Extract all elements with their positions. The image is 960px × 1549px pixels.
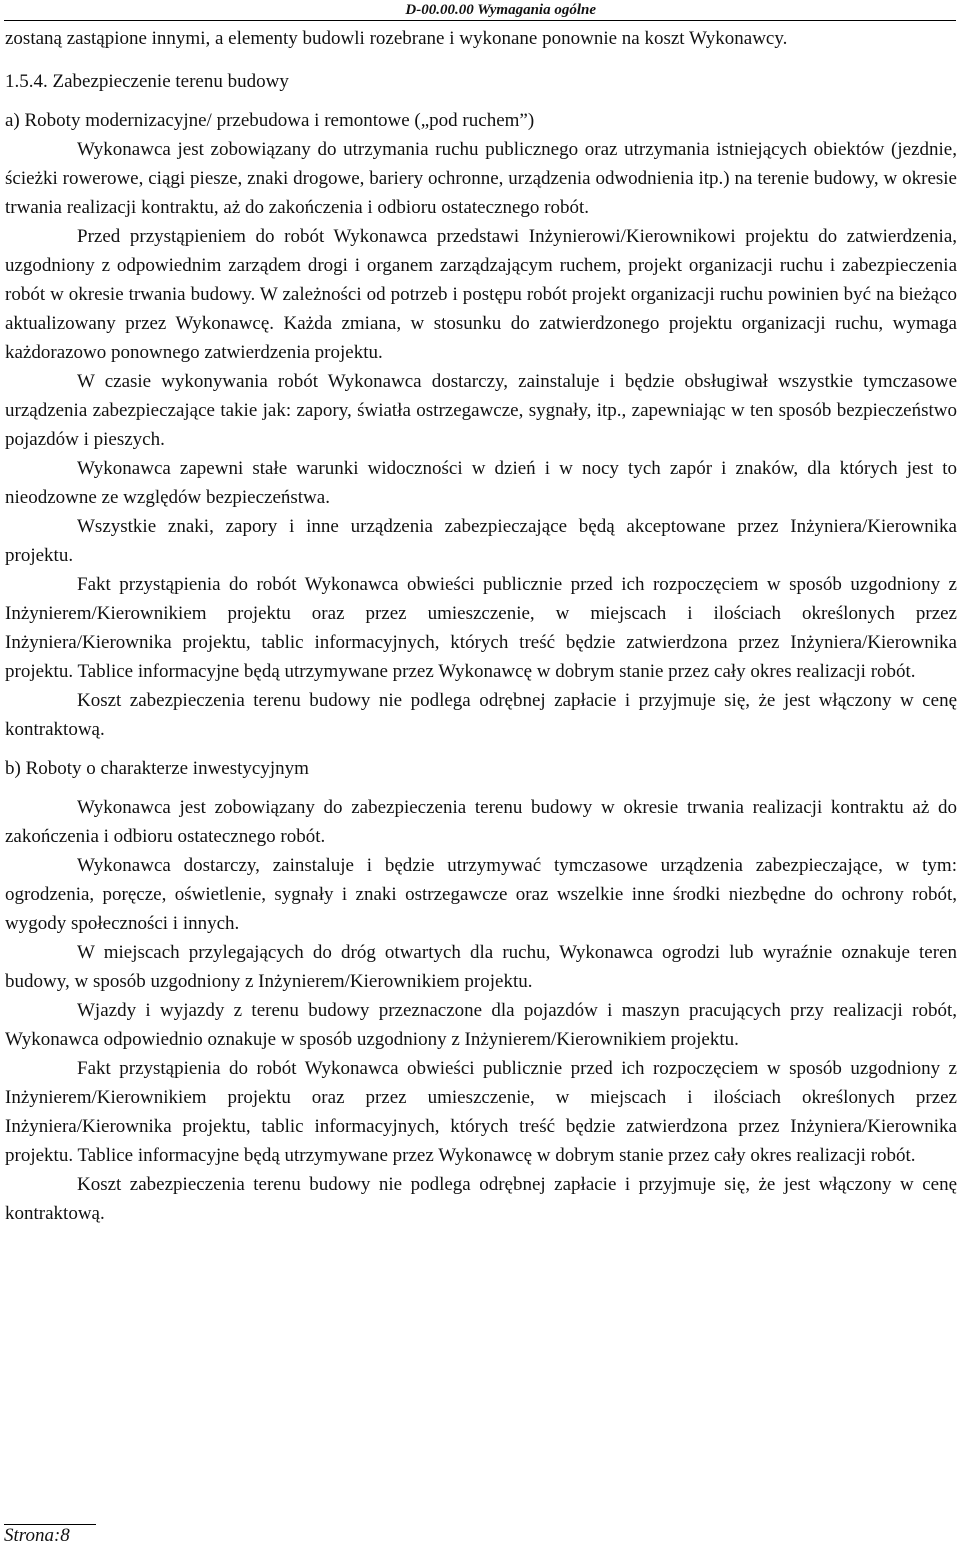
paragraph: Wszystkie znaki, zapory i inne urządzenia zabezpieczające będą akceptowane przez Inżyniera/Kierownika projektu. — [5, 516, 957, 566]
page-number: Strona:8 — [4, 1525, 70, 1546]
paragraph: Wykonawca jest zobowiązany do zabezpieczenia terenu budowy w okresie trwania realizacji kontraktu aż do zakończenia i odbioru ostatecznego robót. — [5, 797, 957, 847]
paragraph: Koszt zabezpieczenia terenu budowy nie podlega odrębnej zapłacie i przyjmuje się, że jest włączony w cenę kontraktową. — [5, 1174, 957, 1224]
paragraph: Koszt zabezpieczenia terenu budowy nie podlega odrębnej zapłacie i przyjmuje się, że jest włączony w cenę kontraktową. — [5, 690, 957, 740]
paragraph: W czasie wykonywania robót Wykonawca dostarczy, zainstaluje i będzie obsługiwał wszystkie tymczasowe urządzenia zabezpieczające takie jak: zapory, światła ostrzegawcze, sygnały, itp., zapewniając w ten sposób bezpieczeństwo pojazdów i pieszych. — [5, 371, 957, 450]
page-header — [0, 0, 960, 20]
continued-paragraph: zostaną zastąpione innymi, a elementy budowli rozebrane i wykonane ponownie na koszt Wykonawcy. — [5, 28, 788, 49]
paragraph: W miejscach przylegających do dróg otwartych dla ruchu, Wykonawca ogrodzi lub wyraźnie oznakuje teren budowy, w sposób uzgodniony z Inżynierem/Kierownikiem projektu. — [5, 942, 957, 992]
paragraph: Wykonawca dostarczy, zainstaluje i będzie utrzymywać tymczasowe urządzenia zabezpieczające, w tym: ogrodzenia, poręcze, oświetlenie, sygnały i znaki ostrzegawcze oraz wszelkie inne środki niezbędne do ochrony robót, wygody społeczności i innych. — [5, 855, 957, 934]
paragraph: Wykonawca zapewni stałe warunki widoczności w dzień i w nocy tych zapór i znaków, dla których jest to nieodzowne ze względów bezpieczeństwa. — [5, 458, 957, 508]
paragraph: Wjazdy i wyjazdy z terenu budowy przeznaczone dla pojazdów i maszyn pracujących przy realizacji robót, Wykonawca odpowiednio oznakuje w sposób uzgodniony z Inżynierem/Kierownikiem projektu. — [5, 1000, 957, 1050]
paragraph: Wykonawca jest zobowiązany do utrzymania ruchu publicznego oraz utrzymania istniejących obiektów (jezdnie, ścieżki rowerowe, ciągi piesze, znaki drogowe, bariery ochronne, urządzenia odwodnienia itp.) na terenie budowy, w okresie trwania realizacji kontraktu, aż do zakończenia i odbioru ostatecznego robót. — [5, 139, 957, 218]
paragraph: Przed przystąpieniem do robót Wykonawca przedstawi Inżynierowi/Kierownikowi projektu do zatwierdzenia, uzgodniony z odpowiednim zarządem drogi i organem zarządzającym ruchem, projekt organizacji ruchu i zabezpieczenia robót w okresie trwania budowy. W zależności od potrzeb i postępu robót projekt organizacji ruchu powinien być na bieżąco aktualizowany przez Wykonawcę. Każda zmiana, w stosunku do zatwierdzonego projektu organizacji ruchu, wymaga każdorazowo ponownego zatwierdzenia projektu. — [5, 226, 957, 363]
subsection-heading-b: b) Roboty o charakterze inwestycyjnym — [5, 758, 309, 779]
header-rule — [4, 20, 956, 21]
document-code: D-00.00.00 Wymagania ogólne — [405, 2, 596, 18]
document-body — [5, 24, 957, 1228]
paragraph: Fakt przystąpienia do robót Wykonawca obwieści publicznie przed ich rozpoczęciem w sposób uzgodniony z Inżynierem/Kierownikiem projektu oraz przez umieszczenie, w miejscach i ilościach określonych przez Inżyniera/Kierownika projektu, tablic informacyjnych, których treść będzie zatwierdzona przez Inżyniera/Kierownika projektu. Tablice informacyjne będą utrzymywane przez Wykonawcę w dobrym stanie przez cały okres realizacji robót. — [5, 1058, 957, 1166]
section-heading: 1.5.4. Zabezpieczenie terenu budowy — [5, 71, 289, 92]
page-footer — [4, 1524, 96, 1547]
subsection-heading-a: a) Roboty modernizacyjne/ przebudowa i remontowe („pod ruchem”) — [5, 110, 535, 131]
paragraph: Fakt przystąpienia do robót Wykonawca obwieści publicznie przed ich rozpoczęciem w sposób uzgodniony z Inżynierem/Kierownikiem projektu oraz przez umieszczenie, w miejscach i ilościach określonych przez Inżyniera/Kierownika projektu, tablic informacyjnych, których treść będzie zatwierdzona przez Inżyniera/Kierownika projektu. Tablice informacyjne będą utrzymywane przez Wykonawcę w dobrym stanie przez cały okres realizacji robót. — [5, 574, 957, 682]
